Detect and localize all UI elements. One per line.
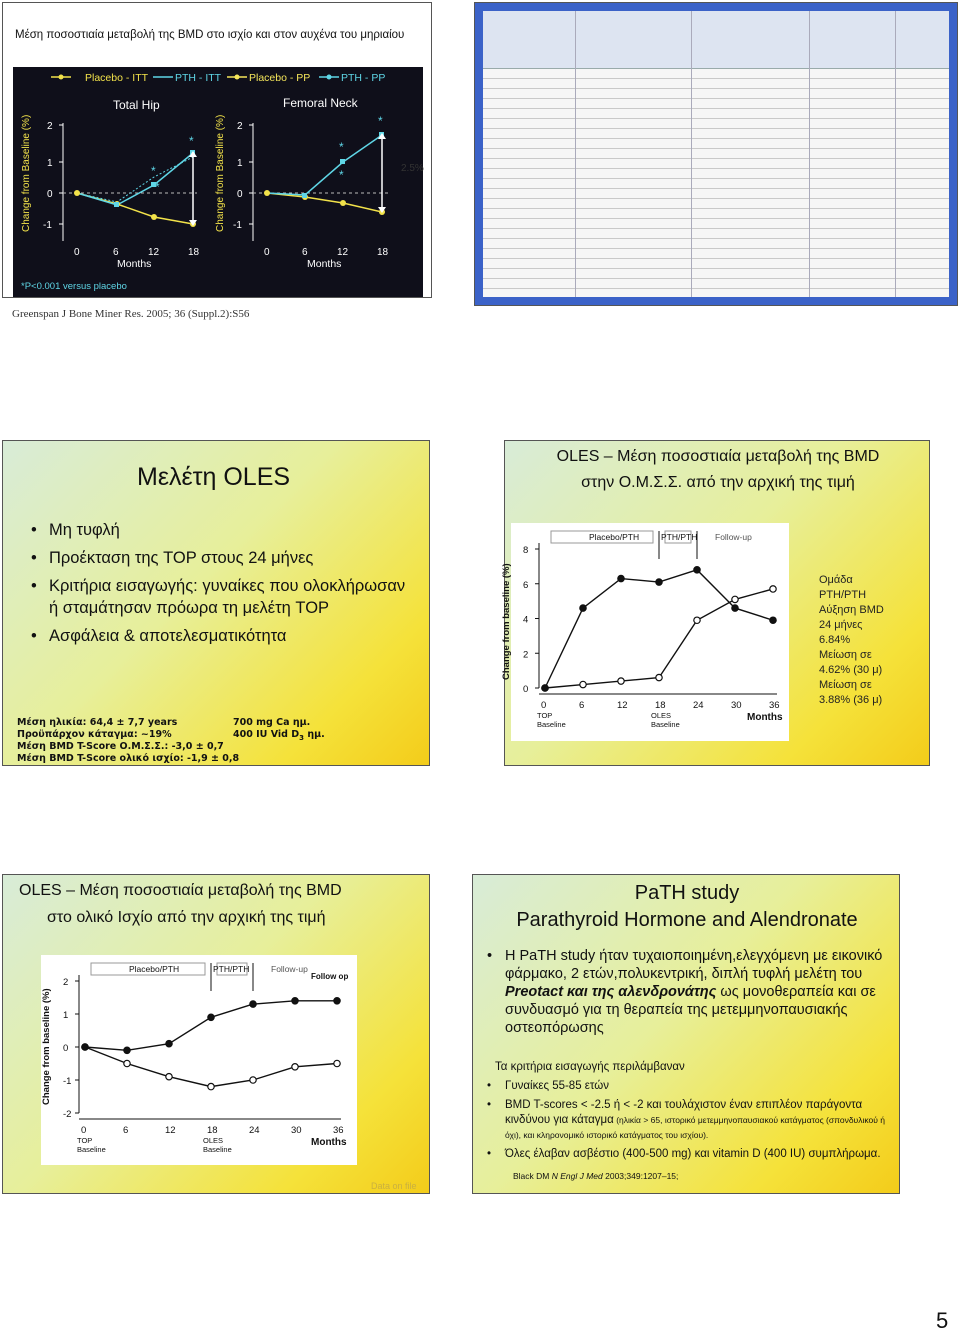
series-point: [694, 617, 700, 623]
side-text-group: Ομάδα: [819, 574, 853, 586]
right-placebo-line: [267, 193, 382, 212]
slide-3: [501, 440, 930, 766]
series-point: [618, 678, 624, 684]
legend-placebo-itt: Placebo - ITT: [85, 72, 149, 84]
side-text-decrease-1: Μείωση σε: [819, 649, 872, 661]
x-tick-label: 30: [731, 700, 742, 711]
x-tick-label: 30: [291, 1125, 302, 1136]
side-text-388: 3.88% (36 μ): [819, 694, 883, 706]
slide-4-title-line1: OLES – Μέση ποσοστιαία μεταβολή της BMD: [19, 882, 342, 899]
x-tick-label: 0: [541, 700, 547, 711]
left-panel-title: Total Hip: [113, 98, 160, 112]
series-point: [694, 567, 700, 573]
legend-pth-itt: PTH - ITT: [175, 72, 222, 84]
side-text-684: 6.84%: [819, 634, 851, 646]
y-axis-label: Change from baseline (%): [41, 988, 52, 1105]
series-line: [545, 570, 773, 688]
legend-pth-pp: PTH - PP: [341, 72, 386, 84]
series-point: [250, 1077, 256, 1083]
hip-chart-svg: [41, 955, 357, 1165]
series-point: [656, 579, 662, 585]
side-text-pthpth: PTH/PTH: [819, 589, 867, 601]
x-tick-label: 18: [655, 700, 666, 711]
stat-age: Μέση ηλικία: 64,4 ± 7,7 years: [17, 717, 178, 728]
series-point: [732, 605, 738, 611]
series-point: [208, 1083, 214, 1089]
y-axis-label: Change from baseline (%): [501, 563, 512, 680]
phase-label: Placebo/PTH: [129, 964, 180, 974]
phase-label: Follow-up: [271, 964, 308, 974]
svg-text:1: 1: [237, 158, 243, 169]
right-ylabel: Change from Baseline (%): [215, 114, 226, 232]
x-tick-label: 24: [249, 1125, 260, 1136]
slide-2: [2, 440, 430, 766]
slide-4-title: [19, 877, 419, 931]
slide-3-side-text: [819, 573, 884, 708]
x-sublabel: Baseline: [537, 720, 566, 729]
y-tick-label: 1: [63, 1010, 69, 1021]
series-point: [292, 998, 298, 1004]
x-axis-label: Months: [311, 1137, 347, 1148]
left-axes: [59, 123, 63, 241]
right-markers: [264, 132, 385, 215]
left-ylabel: Change from Baseline (%): [21, 114, 32, 232]
y-tick-label: 0: [63, 1043, 69, 1054]
lumbar-chart-svg: [501, 523, 789, 741]
svg-text:-1: -1: [43, 220, 52, 231]
series-point: [82, 1044, 88, 1050]
svg-text:0: 0: [74, 247, 80, 258]
right-pth-line: [267, 135, 382, 195]
series-point: [732, 596, 738, 602]
series-point: [334, 998, 340, 1004]
side-text-462: 4.62% (30 μ): [819, 664, 883, 676]
svg-text:0: 0: [47, 189, 53, 200]
left-sig-stars: [151, 134, 194, 194]
criteria-supplement: • Όλες έλαβαν ασβέστιο (400-500 mg) και vitamin D (400 IU) συμπλήρωμα.: [483, 1147, 893, 1162]
stats-right: [233, 717, 325, 744]
svg-text:*: *: [378, 114, 383, 128]
svg-text:*: *: [339, 168, 344, 182]
phase-label: Follow-up: [715, 532, 752, 542]
y-tick-label: 2: [63, 977, 69, 988]
svg-text:1: 1: [47, 158, 53, 169]
lumbar-chart: [501, 523, 789, 741]
bullet-1: • Μη τυφλή: [27, 519, 412, 541]
slide-2-title: Μελέτη OLES: [137, 463, 291, 491]
left-xticks: [74, 247, 200, 258]
footnote: *P<0.001 versus placebo: [21, 281, 127, 292]
svg-text:0: 0: [237, 189, 243, 200]
y-tick-label: -2: [63, 1109, 72, 1120]
right-xlabel: Months: [307, 258, 342, 270]
svg-text:*: *: [189, 134, 194, 148]
series-point: [618, 575, 624, 581]
series-point: [124, 1060, 130, 1066]
phase-label: PTH/PTH: [661, 532, 698, 542]
slide-1-title: Μέση ποσοστιαία μεταβολή της BMD στο ισχίο και στον αυχένα του μηριαίου: [15, 29, 405, 41]
criteria-title: Τα κριτήρια εισαγωγής περιλάμβαναν: [495, 1061, 685, 1073]
follow-op-label: Follow op: [311, 972, 349, 981]
stat-lumbar-tscore: Μέση BMD T-Score Ο.Μ.Σ.Σ.: -3,0 ± 0,7: [17, 741, 224, 752]
x-sublabel: Baseline: [203, 1145, 232, 1154]
y-tick-label: 8: [523, 545, 529, 556]
right-sig-stars: [339, 114, 383, 182]
svg-text:-1: -1: [233, 220, 242, 231]
svg-text:6: 6: [302, 247, 308, 258]
citation-1: Greenspan J Bone Miner Res. 2005; 36 (Suppl.2):S56: [12, 308, 250, 320]
x-sublabel: Baseline: [77, 1145, 106, 1154]
stat-vitd: 400 IU Vid $D_3$ ημ.: [233, 729, 325, 742]
right-yticks: [233, 121, 243, 231]
phase-label: PTH/PTH: [213, 964, 250, 974]
y-tick-label: 6: [523, 579, 529, 591]
x-tick-label: 0: [81, 1125, 87, 1136]
series-point: [334, 1060, 340, 1066]
series-point: [542, 685, 548, 691]
x-sublabel: Baseline: [651, 720, 680, 729]
x-sublabel: OLES: [203, 1136, 224, 1145]
slide-5-title: [473, 879, 901, 933]
x-tick-label: 18: [207, 1125, 218, 1136]
side-text-increase: Αύξηση BMD: [819, 604, 884, 616]
series-point: [292, 1064, 298, 1070]
slide-5-title-line1: PaTH study: [634, 882, 740, 904]
series-line: [545, 589, 773, 688]
right-panel-title: Femoral Neck: [283, 96, 358, 110]
hip-neck-chart: [13, 67, 423, 297]
slide-4-title-line2: στο ολικό Ισχίο από την αρχική της τιμή: [47, 909, 326, 926]
svg-text:6: 6: [113, 247, 119, 258]
svg-text:18: 18: [377, 247, 389, 258]
slide-3-title-line1: OLES – Μέση ποσοστιαία μεταβολή της BMD: [556, 448, 880, 465]
series-line: [85, 1001, 337, 1051]
slide-2-bullets: [27, 519, 412, 647]
x-axis-label: Months: [747, 712, 783, 723]
svg-text:*: *: [155, 180, 160, 194]
series-point: [770, 586, 776, 592]
x-tick-label: 12: [617, 700, 628, 711]
stat-hip-tscore: Μέση BMD T-Score ολικό ισχίο: -1,9 ± 0,8: [17, 753, 240, 764]
series-point: [580, 605, 586, 611]
slide-3-title-line2: στην Ο.Μ.Σ.Σ. από την αρχική της τιμή: [581, 474, 855, 491]
criteria-list: [483, 1079, 893, 1162]
x-tick-label: 36: [769, 700, 780, 711]
series-point: [656, 674, 662, 680]
slide-5: [472, 874, 900, 1194]
series-line: [85, 1047, 337, 1087]
series-point: [166, 1041, 172, 1047]
svg-text:0: 0: [264, 247, 270, 258]
svg-text:*: *: [339, 140, 344, 154]
scanned-results-table: [474, 2, 958, 306]
table-image: [483, 11, 949, 297]
hip-chart: [41, 955, 357, 1165]
bullet-3: • Κριτήρια εισαγωγής: γυναίκες που ολοκλήρωσαν ή σταμάτησαν πρόωρα τη μελέτη TOP: [27, 575, 412, 619]
side-text-decrease-2: Μείωση σε: [819, 679, 872, 691]
svg-text:2: 2: [237, 121, 243, 132]
x-sublabel: TOP: [77, 1136, 93, 1145]
x-tick-label: 6: [123, 1125, 129, 1136]
svg-text:*: *: [151, 164, 156, 178]
x-sublabel: TOP: [537, 711, 553, 720]
y-tick-label: 0: [523, 684, 529, 695]
series-point: [580, 681, 586, 687]
stats-left: [17, 717, 239, 765]
citation-5: Black DM N Engl J Med 2003;349:1207–15;: [513, 1171, 679, 1181]
legend: [51, 72, 385, 84]
slide-1: [2, 2, 432, 298]
criteria-tscore: • BMD T-scores < -2.5 ή < -2 και τουλάχιστον έναν επιπλέον παράγοντα κινδύνου για κάταγμα (ηλικία > 65, ιστορικό μετεμμηνοπαυσιακού κατάγματος (σπονδυλικού ή όχι), και κληρονομικό ιστορικό κατάγματος του ισχίου).: [483, 1098, 893, 1143]
pct-label: 2.5%: [401, 163, 424, 174]
slide-4: [2, 874, 430, 1194]
right-axes: [249, 123, 253, 241]
slide-3-title: [513, 444, 923, 496]
svg-text:12: 12: [337, 247, 349, 258]
slide-5-title-line2: Parathyroid Hormone and Alendronate: [516, 909, 858, 931]
series-point: [250, 1001, 256, 1007]
x-tick-label: 12: [165, 1125, 176, 1136]
series-point: [770, 617, 776, 623]
slide-5-main-bullet: [483, 947, 893, 1037]
y-tick-label: 4: [523, 614, 529, 626]
x-tick-label: 6: [579, 700, 585, 711]
svg-text:2: 2: [47, 121, 53, 132]
left-yticks: [43, 121, 53, 231]
y-tick-label: -1: [63, 1076, 72, 1087]
criteria-age: • Γυναίκες 55-85 ετών: [483, 1079, 893, 1094]
page-number: 5: [936, 1308, 949, 1333]
svg-text:18: 18: [188, 247, 200, 258]
left-markers: [74, 150, 196, 227]
bullet-4: • Ασφάλεια & αποτελεσματικότητα: [27, 625, 412, 647]
stat-fracture: Προϋπάρχον κάταγμα: ~19%: [17, 729, 172, 740]
series-point: [166, 1074, 172, 1080]
x-tick-label: 24: [693, 700, 704, 711]
side-text-24m: 24 μήνες: [819, 619, 863, 631]
phase-label: Placebo/PTH: [589, 532, 640, 542]
left-xlabel: Months: [117, 258, 152, 270]
svg-text:12: 12: [148, 247, 160, 258]
x-sublabel: OLES: [651, 711, 672, 720]
series-point: [208, 1014, 214, 1020]
bullet-2: • Προέκταση της TOP στους 24 μήνες: [27, 547, 412, 569]
path-description: • Η PaTH study ήταν τυχαιοποιημένη,ελεγχόμενη με εικονικό φάρμακο, 2 ετών,πολυκεντρική, διπλή τυφλή μελέτη του Preotact και της αλενδρονάτης ως μονοθεραπεία και σε συνδυασμό για τη θεραπεία της μετεμμηνοπαυσιακής οστεοπόρωσης: [483, 947, 893, 1037]
right-xticks: [264, 247, 389, 258]
legend-placebo-pp: Placebo - PP: [249, 72, 311, 84]
series-point: [124, 1047, 130, 1053]
x-tick-label: 36: [333, 1125, 344, 1136]
stat-calcium: 700 mg Ca ημ.: [233, 717, 311, 728]
y-tick-label: 2: [523, 649, 529, 661]
hip-neck-svg: [13, 67, 423, 297]
data-on-file: Data on file: [371, 1181, 417, 1191]
